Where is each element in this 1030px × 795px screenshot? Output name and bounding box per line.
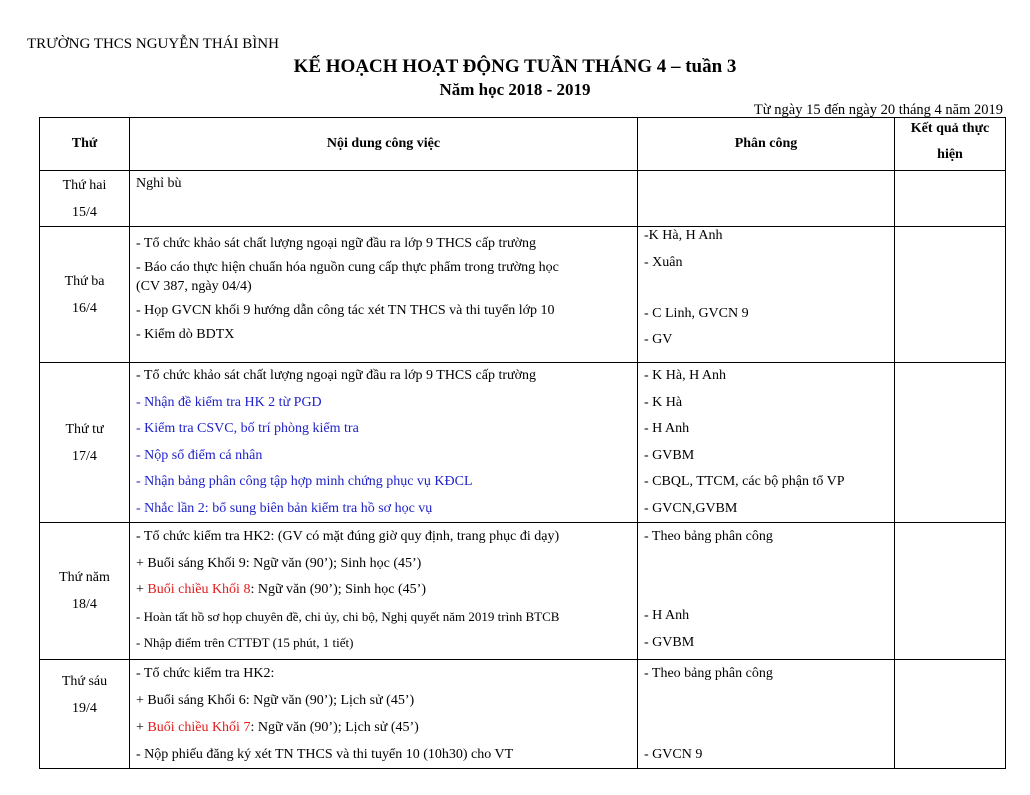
table-row-wednesday xyxy=(40,363,1006,523)
day-cell xyxy=(40,660,130,769)
task-line: - Báo cáo thực hiện chuẩn hóa nguồn cung cấp thực phẩm trong trường học xyxy=(136,260,559,275)
task-line: - Tổ chức kiểm tra HK2: xyxy=(136,666,275,681)
day-name: Thứ hai xyxy=(62,178,107,193)
day-name: Thứ năm xyxy=(59,570,110,585)
task-prefix: + xyxy=(136,582,148,597)
task-line: - Nộp sổ điểm cá nhân xyxy=(136,447,263,463)
day-cell xyxy=(40,523,130,660)
day-name: Thứ sáu xyxy=(61,674,108,689)
column-header-result xyxy=(895,118,1006,171)
day-date: 18/4 xyxy=(72,597,97,612)
task-suffix: : Ngữ văn (90’); Lịch sử (45’) xyxy=(250,720,419,735)
content-cell xyxy=(130,363,638,523)
school-year: Năm học 2018 - 2019 xyxy=(439,80,591,99)
task-line: - Nộp phiếu đăng ký xét TN THCS và thi tuyển 10 (10h30) cho VT xyxy=(136,747,514,762)
assign-line: - C Linh, GVCN 9 xyxy=(644,306,749,321)
result-cell xyxy=(895,171,1006,227)
assign-line: - GVBM xyxy=(644,447,695,463)
assign-cell xyxy=(638,523,895,660)
column-header-assign: Phân công xyxy=(638,118,895,171)
assign-line: - CBQL, TTCM, các bộ phận tổ VP xyxy=(644,474,845,489)
day-name: Thứ ba xyxy=(64,273,105,289)
content-cell xyxy=(130,171,638,227)
content-cell xyxy=(130,660,638,769)
content-cell xyxy=(130,523,638,660)
task-line: - Hoàn tất hồ sơ họp chuyên đề, chi ủy, chi bộ, Nghị quyết năm 2019 trình BTCB xyxy=(136,608,560,624)
day-name: Thứ tư xyxy=(65,421,104,437)
result-cell xyxy=(895,363,1006,523)
day-date: 15/4 xyxy=(72,205,97,220)
column-header-result-line1: Kết quả thực xyxy=(910,121,990,136)
column-header-content: Nội dung công việc xyxy=(130,118,638,171)
document-title: KẾ HOẠCH HOẠT ĐỘNG TUẦN THÁNG 4 – tuần 3 xyxy=(293,56,737,77)
assign-line: - GVBM xyxy=(644,634,695,650)
table-row-thursday xyxy=(40,523,1006,660)
task-line: + Buổi sáng Khối 6: Ngữ văn (90’); Lịch sử (45’) xyxy=(136,693,415,708)
table-header-row xyxy=(40,118,1006,171)
school-name: TRƯỜNG THCS NGUYỄN THÁI BÌNH xyxy=(27,36,279,52)
assign-line: - H Anh xyxy=(644,608,690,623)
day-date: 19/4 xyxy=(72,701,97,716)
weekly-plan-table xyxy=(39,117,1006,769)
task-highlight: Buổi chiều Khối 8 xyxy=(147,582,251,597)
task-prefix: + xyxy=(136,720,148,735)
assign-line: - GVCN,GVBM xyxy=(644,500,738,516)
table-row-tuesday xyxy=(40,227,1006,363)
table-row-friday xyxy=(40,660,1006,769)
assign-cell xyxy=(638,171,895,227)
assign-line: - Xuân xyxy=(644,255,683,270)
task-line: - Tổ chức kiểm tra HK2: (GV có mặt đúng giờ quy định, trang phục đi dạy) xyxy=(136,529,560,544)
task-line: - Nhắc lần 2: bổ sung biên bản kiểm tra hồ sơ học vụ xyxy=(136,500,433,516)
task-line: - Nhận bảng phân công tập hợp minh chứng phục vụ KĐCL xyxy=(136,474,473,489)
assign-line: - Theo bảng phân công xyxy=(644,666,773,681)
result-cell xyxy=(895,660,1006,769)
assign-line: - GV xyxy=(644,332,673,347)
task-line: - Nhập điểm trên CTTĐT (15 phút, 1 tiết) xyxy=(136,635,354,650)
task-line: Nghỉ bù xyxy=(136,176,182,191)
assign-line: - GVCN 9 xyxy=(644,747,703,762)
task-highlight: Buổi chiều Khối 7 xyxy=(147,720,251,735)
day-cell xyxy=(40,171,130,227)
assign-cell xyxy=(638,660,895,769)
task-line: - Họp GVCN khối 9 hướng dẫn công tác xét TN THCS và thi tuyển lớp 10 xyxy=(136,303,555,318)
task-line: - Nhận đề kiểm tra HK 2 từ PGD xyxy=(136,394,322,410)
task-line: + Buổi sáng Khối 9: Ngữ văn (90’); Sinh học (45’) xyxy=(136,555,422,571)
assign-line: - K Hà, H Anh xyxy=(644,368,727,383)
table-row-monday xyxy=(40,171,1006,227)
column-header-day: Thứ xyxy=(40,118,130,171)
assign-cell xyxy=(638,227,895,363)
assign-cell xyxy=(638,363,895,523)
task-line xyxy=(136,714,631,741)
task-line: - Tổ chức khảo sát chất lượng ngoại ngữ đầu ra lớp 9 THCS cấp trường xyxy=(136,236,537,251)
task-line: (CV 387, ngày 04/4) xyxy=(136,279,252,294)
day-cell xyxy=(40,227,130,363)
date-range: Từ ngày 15 đến ngày 20 tháng 4 năm 2019 xyxy=(753,102,1003,118)
task-line: - Tổ chức khảo sát chất lượng ngoại ngữ đầu ra lớp 9 THCS cấp trường xyxy=(136,368,537,383)
result-cell xyxy=(895,523,1006,660)
assign-line: -K Hà, H Anh xyxy=(644,228,723,243)
day-cell xyxy=(40,363,130,523)
task-line: - Kiểm tra CSVC, bố trí phòng kiểm tra xyxy=(136,421,359,436)
assign-line: - H Anh xyxy=(644,421,690,436)
assign-line: - Theo bảng phân công xyxy=(644,529,773,544)
day-date: 17/4 xyxy=(72,448,97,464)
assign-line: - K Hà xyxy=(644,394,683,410)
task-suffix: : Ngữ văn (90’); Sinh học (45’) xyxy=(250,582,427,597)
task-line: - Kiểm dò BDTX xyxy=(136,327,235,342)
day-date: 16/4 xyxy=(72,300,97,316)
content-cell xyxy=(130,227,638,363)
result-cell xyxy=(895,227,1006,363)
column-header-result-line2: hiện xyxy=(937,147,963,162)
task-line xyxy=(136,577,631,604)
